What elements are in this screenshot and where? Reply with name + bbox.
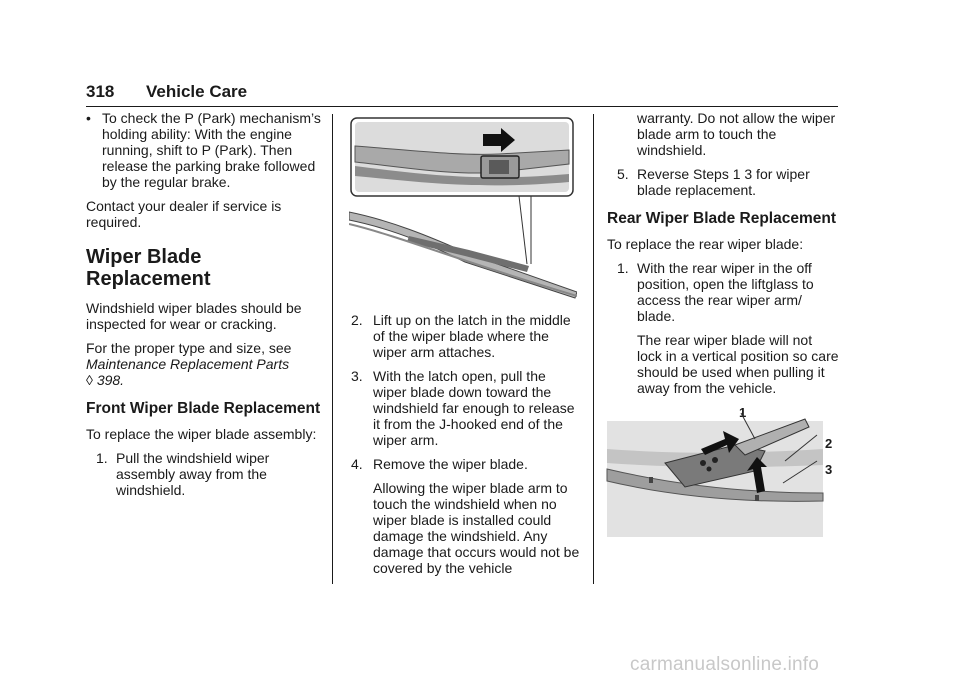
warranty-continuation: warranty. Do not allow the wiper blade arm to touch the windshield. bbox=[637, 110, 836, 158]
bullet-text: To check the P (Park) mechanism’s holding ability: With the engine running, shift to P (Park). Then release the parking brake followed by the regular brake. bbox=[102, 110, 321, 190]
page-title: Vehicle Care bbox=[146, 82, 248, 101]
column-1 bbox=[86, 110, 322, 506]
section-heading: Wiper Blade Replacement bbox=[86, 246, 211, 290]
watermark: carmanualsonline.info bbox=[630, 654, 820, 675]
step-3 bbox=[351, 368, 583, 448]
maintenance-parts-link[interactable]: Maintenance Replacement Parts bbox=[86, 356, 290, 372]
type-size-paragraph bbox=[86, 340, 322, 388]
callout-3: 3 bbox=[825, 462, 833, 477]
step-text: With the rear wiper in the off position, open the liftglass to access the rear wiper arm/ blade. bbox=[637, 260, 814, 324]
step-text: Remove the wiper blade. bbox=[373, 456, 528, 472]
park-check-bullet bbox=[86, 110, 322, 190]
step-number: 2. bbox=[351, 312, 363, 328]
step-number: 1. bbox=[617, 260, 629, 276]
rear-step-1 bbox=[607, 260, 839, 324]
page-number: 318 bbox=[86, 82, 115, 101]
column-divider bbox=[332, 114, 333, 584]
step-text: With the latch open, pull the wiper blade down toward the windshield far enough to release it from the J-hooked end of the wiper arm. bbox=[373, 368, 575, 448]
front-wiper-heading: Front Wiper Blade Replacement bbox=[86, 400, 321, 417]
rear-wiper-intro: To replace the rear wiper blade: bbox=[607, 236, 804, 252]
step-1 bbox=[86, 450, 322, 498]
type-size-text: For the proper type and size, see bbox=[86, 340, 292, 356]
step-number: 4. bbox=[351, 456, 363, 472]
callout-2: 2 bbox=[825, 436, 833, 451]
step-number: 5. bbox=[617, 166, 629, 182]
bullet-mark: • bbox=[86, 110, 91, 126]
column-2 bbox=[351, 312, 583, 584]
column-3 bbox=[607, 110, 839, 404]
front-wiper-latch-illustration bbox=[349, 116, 577, 302]
rear-wiper-heading: Rear Wiper Blade Replacement bbox=[607, 210, 836, 227]
step-2 bbox=[351, 312, 583, 360]
callout-1: 1 bbox=[739, 405, 747, 420]
step-4-caution: Allowing the wiper blade arm to touch the windshield when no wiper blade is installed could damage the windshield. Any damage that occurs would not be covered by the vehicle bbox=[373, 480, 580, 576]
step-number: 3. bbox=[351, 368, 363, 384]
inspection-text: Windshield wiper blades should be inspected for wear or cracking. bbox=[86, 300, 302, 332]
column-divider bbox=[593, 114, 594, 584]
step-4 bbox=[351, 456, 583, 472]
rear-step-1-note: The rear wiper blade will not lock in a vertical position so care should be used when pulling it away from the vehicle. bbox=[637, 332, 839, 396]
page-reference-icon: ◊ bbox=[86, 372, 93, 388]
page-header bbox=[86, 82, 838, 107]
rear-wiper-illustration bbox=[605, 405, 841, 539]
step-text: Lift up on the latch in the middle of the wiper blade where the wiper arm attaches. bbox=[373, 312, 571, 360]
page-reference-number[interactable]: 398. bbox=[96, 372, 125, 388]
step-number: 1. bbox=[96, 450, 108, 466]
step-5 bbox=[607, 166, 839, 198]
front-wiper-intro: To replace the wiper blade assembly: bbox=[86, 426, 317, 442]
step-text: Pull the windshield wiper assembly away from the windshield. bbox=[116, 450, 270, 498]
step-text: Reverse Steps 1 3 for wiper blade replacement. bbox=[637, 166, 810, 198]
contact-dealer-text: Contact your dealer if service is required. bbox=[86, 198, 282, 230]
